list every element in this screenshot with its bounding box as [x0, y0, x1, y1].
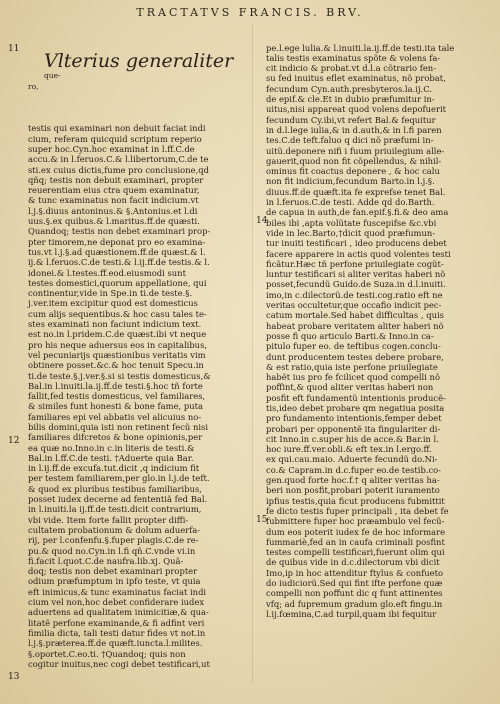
text-line: pitulo fuper eo. de teftibus cogen.conclu-: [266, 341, 441, 352]
text-line: continentur,vide in Spe.in ti.de teste.§.: [28, 288, 193, 299]
text-line: testes domestici,quorum appellatione, qui: [28, 277, 207, 288]
text-line: in d.l.lege iulia,& in d.auth,& in l.fi paren: [266, 124, 442, 135]
text-line: posse fi quo articulo Barti.& Inno.in ca-: [266, 330, 434, 341]
text-line: posset iudex decerne ad fententiã fed Bal.: [28, 494, 208, 505]
text-line: stes examinati non faciunt indicium text.: [28, 319, 202, 330]
text-line: sti.ex cuius dictis,fume pro conclusione,qd: [28, 164, 209, 175]
text-line: odium præfumptum in ipfo teste, vt quia: [28, 576, 201, 587]
text-line: ea quæ no.Inno.in c.in literis de testi.&: [28, 442, 195, 453]
text-line: accu.& in l.feruos.C.& l.libertorum,C.de te: [28, 154, 209, 165]
text-line: fimilia dicta, tali testi datur fides vt not.in: [28, 627, 206, 638]
text-line: idonei.& l.testes.ff.eod.eiusmodi sunt: [28, 267, 186, 278]
text-line: pter timorem,ne deponat pro eo examina-: [28, 236, 206, 247]
text-line: ominus fit coactus deponere , & hoc calu: [266, 166, 440, 177]
text-line: testes compelli testificari,fuerunt olim qui: [266, 547, 445, 558]
text-line: tis,ideo debet probare qm negatiua posita: [266, 402, 445, 413]
text-line: l.j.§.diuus antoninus.& §.Antonius.et l.di: [28, 205, 198, 216]
text-line: habeat probare veritatem aliter haberi nõ: [266, 320, 444, 331]
text-line: cit Inno.in c.super his de acce.& Bar.in l.: [266, 433, 439, 444]
text-line: probari per opponentẽ ita fingulariter di-: [266, 423, 441, 434]
right-text-column: [266, 22, 484, 640]
text-line: fubmittere fuper hoc præambulo vel fecũ-: [266, 516, 445, 527]
text-line: cum alijs sequentibus.& hoc casu tales te-: [28, 308, 207, 319]
text-line: super hoc.Cyn.hoc examinat in l.ff.C.de: [28, 143, 195, 154]
text-line: obtinere posset.&c.& hoc tenuit Specu.in: [28, 360, 204, 371]
text-line: uus.§.ex quibus.& l.maritus.ff.de quæsti.: [28, 216, 200, 227]
text-line: fe dicto testis fuper principali , ita debet fe: [266, 505, 449, 516]
margin-number: 12: [8, 436, 20, 446]
text-line: aduertens ad qualitatem inimicitiæ,& qua-: [28, 607, 209, 618]
text-line: poffint,& quod aliter veritas haberi non: [266, 382, 434, 393]
text-line: fi.facit l.quot.C.de naufra.lib.xj. Quã-: [28, 555, 184, 566]
text-line: familiares epi vel abbatis vel alicuius no-: [28, 411, 202, 422]
text-line: gauerit,quod non fit cõpellendus, & nihil-: [266, 155, 442, 166]
text-line: dum eos poterit iudex fe de hoc informare: [266, 526, 446, 537]
text-line: fecundum Cyn.auth.presbyteros.la.ij.C.: [266, 83, 432, 94]
text-line: ex qui.cau.maio. Aduerte fecundũ do.Ni-: [266, 454, 438, 465]
margin-number: 11: [8, 44, 20, 54]
text-line: dunt producentem testes debere probare,: [266, 351, 444, 362]
text-line: doq; testis non debet examinari propter: [28, 566, 198, 577]
text-line: est no.in l.pridem.C.de quæst.ibi vt neque: [28, 329, 207, 340]
text-line: gen.quod forte hoc.f.† q aliter veritas ha-: [266, 475, 440, 486]
text-line: de capua in auth,de fan.epif.§.fi.& deo ama: [266, 207, 449, 218]
text-line: facere apparere in actis quod volentes testi: [266, 248, 451, 259]
text-line: in l.inuiti.la ij.ff.de testi.dicit contrarium,: [28, 504, 202, 515]
text-line: §.oportet.C.eo.ti. †Quandoq; quis non: [28, 648, 186, 659]
opening-tail: que- ro,: [28, 70, 61, 92]
right-lines: [266, 43, 484, 620]
text-line: ti.de teste.§.j.ver.§.si si testis domesticus,&: [28, 370, 211, 381]
text-line: imo,in c.dilectorũ.de testi.cog.ratio eft ne: [266, 289, 443, 300]
text-line: posfit eft fundamentũ intentionis producẽ-: [266, 392, 446, 403]
text-line: & est ratio,quia iste perfone priuilegiate: [266, 361, 438, 372]
text-line: su fed inuitus eflet examinatus, nõ probat,: [266, 73, 446, 84]
text-line: tus.vt l.j.§.ad quæstionem.ff.de quæst.& l.: [28, 246, 206, 257]
text-line: diuus.ff.de quæft.ita fe exprefse tenet Bal.: [266, 186, 446, 197]
text-line: testis qui examinari non debuit faciat indi: [28, 123, 206, 134]
text-line: Quandoq; testis non debet examinari prop-: [28, 226, 211, 237]
left-text-column: [28, 22, 242, 690]
text-line: Bal.in l.ff.C.de testi. †Aduerte quia Bar.: [28, 452, 194, 463]
text-line: cultatem probationum & dolum aduerfa-: [28, 524, 201, 535]
text-line: cit indicio & probat.vt d.l.a cõtrario fen-: [266, 63, 437, 74]
text-line: hoc iure.ff.ver.obli.& eft tex.in l.ergo.ff.: [266, 444, 432, 455]
text-line: fummariè,fed an in caufa criminali posfint: [266, 536, 445, 547]
text-line: talis testis examinatus spõte & volens fa-: [266, 52, 441, 63]
margin-number: 15: [256, 515, 268, 525]
text-line: qñq; testis non debuit examinari, propter: [28, 174, 204, 185]
text-line: catum mortale.Sed habet difficultas , quis: [266, 310, 444, 321]
text-line: veritas occultetur,que occafio indicit pec-: [266, 300, 442, 311]
running-header: TRACTATVS FRANCIS. BRV.: [136, 6, 364, 19]
text-line: cium vel non,hoc debet confiderare iudex: [28, 597, 205, 608]
text-line: luntur testificari si aliter veritas haberi nõ: [266, 269, 446, 280]
text-line: l.j.§.præterea.ff.de quæft.iuncta.l.milites.: [28, 638, 203, 649]
text-line: ficãtur.Hæc tñ perfone priuilegiate cogũt-: [266, 258, 444, 269]
text-line: de epif.& cle.Et in dubio præfumitur in-: [266, 94, 435, 105]
opening-line: [28, 43, 242, 103]
text-line: & similes funt honesti & bone fame, puta: [28, 401, 203, 412]
text-line: tes.C.de teft.faluo q dici nõ præfumi in-: [266, 135, 434, 146]
text-line: pu.& quod no.Cyn.in l.fi qñ.C.vnde vi.in: [28, 545, 196, 556]
text-line: & tunc examinatus non facit indicium.vt: [28, 195, 199, 206]
text-line: habẽt ius pro fe fcilicet quod compelli nõ: [266, 372, 440, 383]
text-line: familiares difcretos & bone opinionis,per: [28, 432, 203, 443]
text-line: tur inuiti testificari , ideo producens debet: [266, 238, 447, 249]
text-line: vbi vide. Item forte fallit propter diffi-: [28, 514, 189, 525]
text-line: rij, per l.confenfu.§.fuper plagis.C.de re-: [28, 535, 199, 546]
text-line: fallit,fed testis domesticus, vel familiares,: [28, 391, 206, 402]
text-line: non fit indicium,fecundum Barto.in l.j.§.: [266, 176, 435, 187]
text-line: pe.l.ege lulia.& l.inuiti.la.ij.ff.de testi.ita tale: [266, 42, 455, 53]
text-line: posset,fecundũ Guido.de Suza.in d.l.inuiti.: [266, 279, 446, 290]
text-line: de quibus vide in d.c.dilectorum vbi dicit: [266, 557, 440, 568]
text-line: bilis domini,quia isti non retinent fecũ nisi: [28, 421, 209, 432]
text-line: fecundum Cy.ibi,vt refert Bal.& fequitur: [266, 114, 436, 125]
text-line: pro his neque aduersus eos in capitalibus,: [28, 339, 208, 350]
text-line: reuerentiam eius ctra quem examinatur,: [28, 185, 200, 196]
text-line: Bal.in l.inuiti.la.ij.ff.de testi.§.hoc tñ forte: [28, 380, 203, 391]
text-line: vfq; ad fupremum gradum glo.eft fingu.in: [266, 598, 443, 609]
margin-number: 13: [8, 672, 20, 682]
text-line: j.ver.item excipitur quod est domesticus: [28, 298, 198, 309]
text-line: l.ij.fœmina,C.ad turpil,quam ibi fequitur: [266, 608, 437, 619]
text-line: biles ibi ,apta volũtate fuscepifse &c.vbi: [266, 217, 437, 228]
text-line: uitus,nisi appareat quod volens depofuerit: [266, 104, 446, 115]
text-line: in l.feruos.C.de testi. Adde qd do.Barth.: [266, 197, 435, 208]
text-line: do iudiciorũ.Sed qui fint ifte perfone quæ: [266, 578, 443, 589]
opening-initial-phrase: Vlterius generaliter: [43, 49, 234, 72]
column-gutter: [252, 24, 253, 684]
text-line: vel pecuniarijs quæstionibus veritatis vim: [28, 349, 206, 360]
margin-number: 14: [256, 216, 268, 226]
text-line: per testem familiarem,per glo.in l.j.de teft.: [28, 473, 210, 484]
text-line: co.& Capram.in d.c.fuper eo.de testib.co-: [266, 464, 442, 475]
text-line: ipfius testis,quia ficut producens fubmittit: [266, 495, 445, 506]
text-line: Imo,ip in hoc attenditur ftylus & confueto: [266, 567, 444, 578]
text-line: ij.& l.feruos.C.de testi.& l.ij.ff.de testis.& l.: [28, 257, 210, 268]
text-line: pro fundamento intentionis,femper debet: [266, 413, 442, 424]
text-line: cium, referam quicquid scriptum reperio: [28, 133, 202, 144]
text-line: litatẽ perfone examinande,& fi adfint veri: [28, 617, 205, 628]
text-line: eft inimicus,& tunc examinatus faciat indi: [28, 586, 207, 597]
text-line: beri non posfit,probari poterit iuramento: [266, 485, 440, 496]
text-line: compelli non poffunt dic q funt attinentes: [266, 588, 443, 599]
left-lines: [28, 123, 242, 669]
text-line: cogitur inuitus,nec cogi debet testificari,ut: [28, 658, 210, 669]
text-line: & quod ex pluribus testibus familiaribus,: [28, 483, 202, 494]
text-line: in l.ij.ff.de excufa.tut.dicit ,q indicium fit: [28, 463, 200, 474]
text-line: vide in lec.Barto,†dicit quod præfumun-: [266, 227, 436, 238]
text-line: uitũ.deponere nifi i fuum priuilegium alle-: [266, 145, 445, 156]
